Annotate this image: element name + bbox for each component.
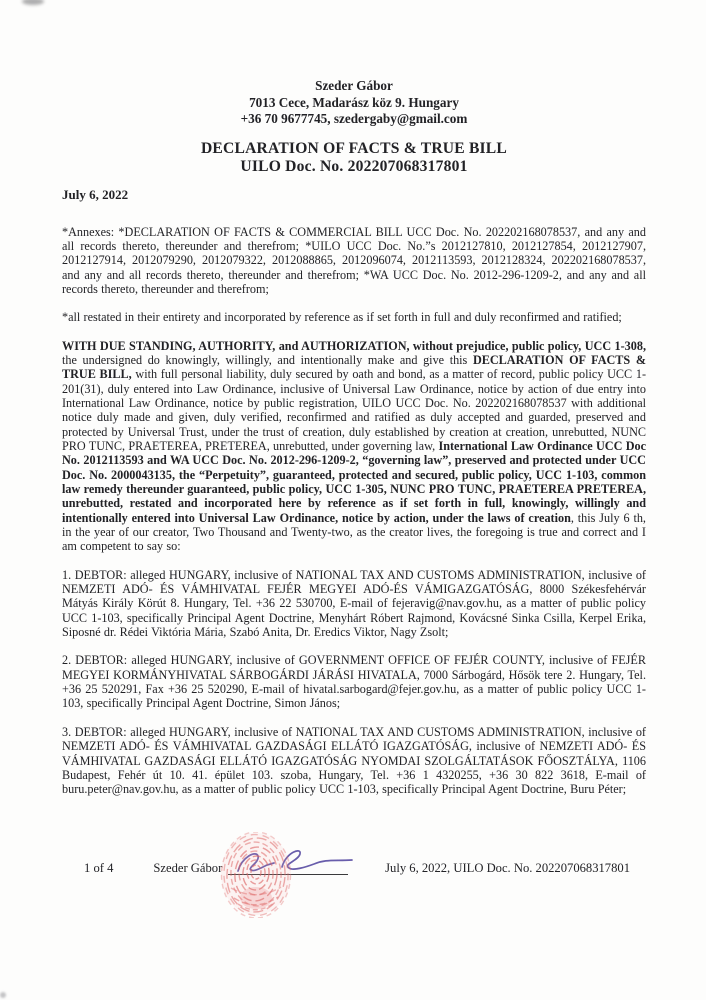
paragraph-restated: *all restated in their entirety and incorporated by reference as if set forth in full and duly reconfirmed and ratified; — [62, 310, 622, 325]
signature-handwriting-icon — [230, 846, 356, 880]
letterhead — [62, 78, 646, 128]
letterhead-contact: +36 70 9677745, szedergaby@gmail.com — [240, 111, 468, 126]
letterhead-name: Szeder Gábor — [315, 78, 393, 93]
document-title-line2: UILO Doc. No. 202207068317801 — [240, 158, 468, 175]
page-footer — [62, 846, 646, 876]
letterhead-address: 7013 Cece, Madarász köz 9. Hungary — [249, 94, 459, 110]
footer-doc-reference: July 6, 2022, UILO Doc. No. 202207068317801 — [385, 861, 630, 875]
scan-speck — [0, 992, 6, 998]
paragraph-annexes: *Annexes: *DECLARATION OF FACTS & COMMERCIAL BILL UCC Doc. No. 202202168078537, and any and all records thereto, thereunder and therefrom; *UILO UCC Doc. No.”s 2012127810, 2012127854, 2012127907, 2012127914, 2012079290, 2012079322, 2012088865, 2012096074, 2012113593, 2012128324, 202202168078537, and any and all records thereto, thereunder and therefrom; *WA UCC Doc. No. 2012-296-1209-2, and any and all records thereto, thereunder and therefrom; — [62, 224, 646, 296]
paragraph-declaration: WITH DUE STANDING, AUTHORITY, and AUTHORIZATION, without prejudice, public policy, UCC 1-308, the undersigned do knowingly, willingly, and intentionally make and give this DECLARATION OF FACTS & TRUE BILL, with full personal liability, duly secured by oath and bond, as a matter of record, public policy UCC 1-201(31), duly entered into Law Ordinance, inclusive of Universal Law Ordinance, notice by action of due entry into International Law Ordinance, notice by public registration, UILO UCC Doc. No. 202202168078537 with additional notice duly made and given, duly verified, reconfirmed and ratified as duly accepted and guarded, preserved and protected by Universal Trust, under the trust of creation, duly established by creation at creation, unrebutted, NUNC PRO TUNC, PRAETEREA, PRETEREA, unrebutted, under governing law, International Law Ordinance UCC Doc No. 2012113593 and WA UCC Doc. No. 2012-296-1209-2, “governing law”, preserved and protected under UCC Doc. No. 2000043135, the “Perpetuity”, guaranteed, protected and secured, public policy, UCC 1-103, common law remedy thereunder guaranteed, public policy, UCC 1-305, NUNC PRO TUNC, PRAETEREA PRETEREA, unrebutted, restated and incorporated here by reference as if set forth in full, knowingly, willingly and intentionally entered into Universal Law Ordinance, notice by action, under the laws of creation, this July 6 th, in the year of our creator, Two Thousand and Twenty-two, as the creator lives, the foregoing is true and correct and I am competent to say so: — [62, 338, 647, 554]
document-body — [62, 225, 646, 797]
document-date: July 6, 2022 — [62, 186, 129, 202]
document-title — [62, 140, 646, 177]
signer-name: Szeder Gábor — [153, 861, 223, 875]
page-number: 1 of 4 — [84, 861, 114, 875]
paragraph-debtor-2: 2. DEBTOR: alleged HUNGARY, inclusive of GOVERNMENT OFFICE OF FEJÉR COUNTY, inclusive of FEJÉR MEGYEI KORMÁNYHIVATAL SÁRBOGÁRDI JÁRÁSI HIVATALA, 7000 Sárbogárd, Hősök tere 2. Hungary, Tel. +36 25 520291, Fax +36 25 520290, E-mail of hivatal.sarbogard@fejer.gov.hu, as a matter of public policy UCC 1-103, specifically Principal Agent Doctrine, Simon János; — [62, 653, 646, 711]
paragraph-debtor-3: 3. DEBTOR: alleged HUNGARY, inclusive of NATIONAL TAX AND CUSTOMS ADMINISTRATION, inclusive of NEMZETI ADÓ- ÉS VÁMHIVATAL GAZDASÁGI ELLÁTÓ IGAZGATÓSÁG, inclusive of NEMZETI ADÓ- ÉS VÁMHIVATAL GAZDASÁGI ELLÁTÓ IGAZGATÓSÁG NYOMDAI SZOLGÁLTATÁSOK FŐOSZTÁLYA, 1106 Budapest, Fehér út 10. 41. épület 103. szoba, Hungary, Tel. +36 1 4320255, +36 30 822 3618, E-mail of buru.peter@nav.gov.hu, as a matter of public policy UCC 1-103, specifically Principal Agent Doctrine, Buru Péter; — [62, 724, 646, 797]
signature-field — [228, 846, 348, 876]
paragraph-debtor-1: 1. DEBTOR: alleged HUNGARY, inclusive of NATIONAL TAX AND CUSTOMS ADMINISTRATION, inclusive of NEMZETI ADÓ- ÉS VÁMHIVATAL FEJÉR MEGYEI ADÓ-ÉS VÁMIGAZGATÓSÁG, 8000 Székesfehérvár Mátyás Király Körút 8. Hungary, Tel. +36 22 530700, E-mail of fejeravig@nav.gov.hu, as a matter of public policy UCC 1-103, specifically Principal Agent Doctrine, Menyhárt Róbert Rajmond, Kovácsné Sinka Csilla, Kerpel Erika, Siposné dr. Rédei Viktória Mária, Szabó Anita, Dr. Eredics Viktor, Nagy Zsolt; — [62, 567, 646, 640]
document-title-line1: DECLARATION OF FACTS & TRUE BILL — [200, 139, 508, 157]
